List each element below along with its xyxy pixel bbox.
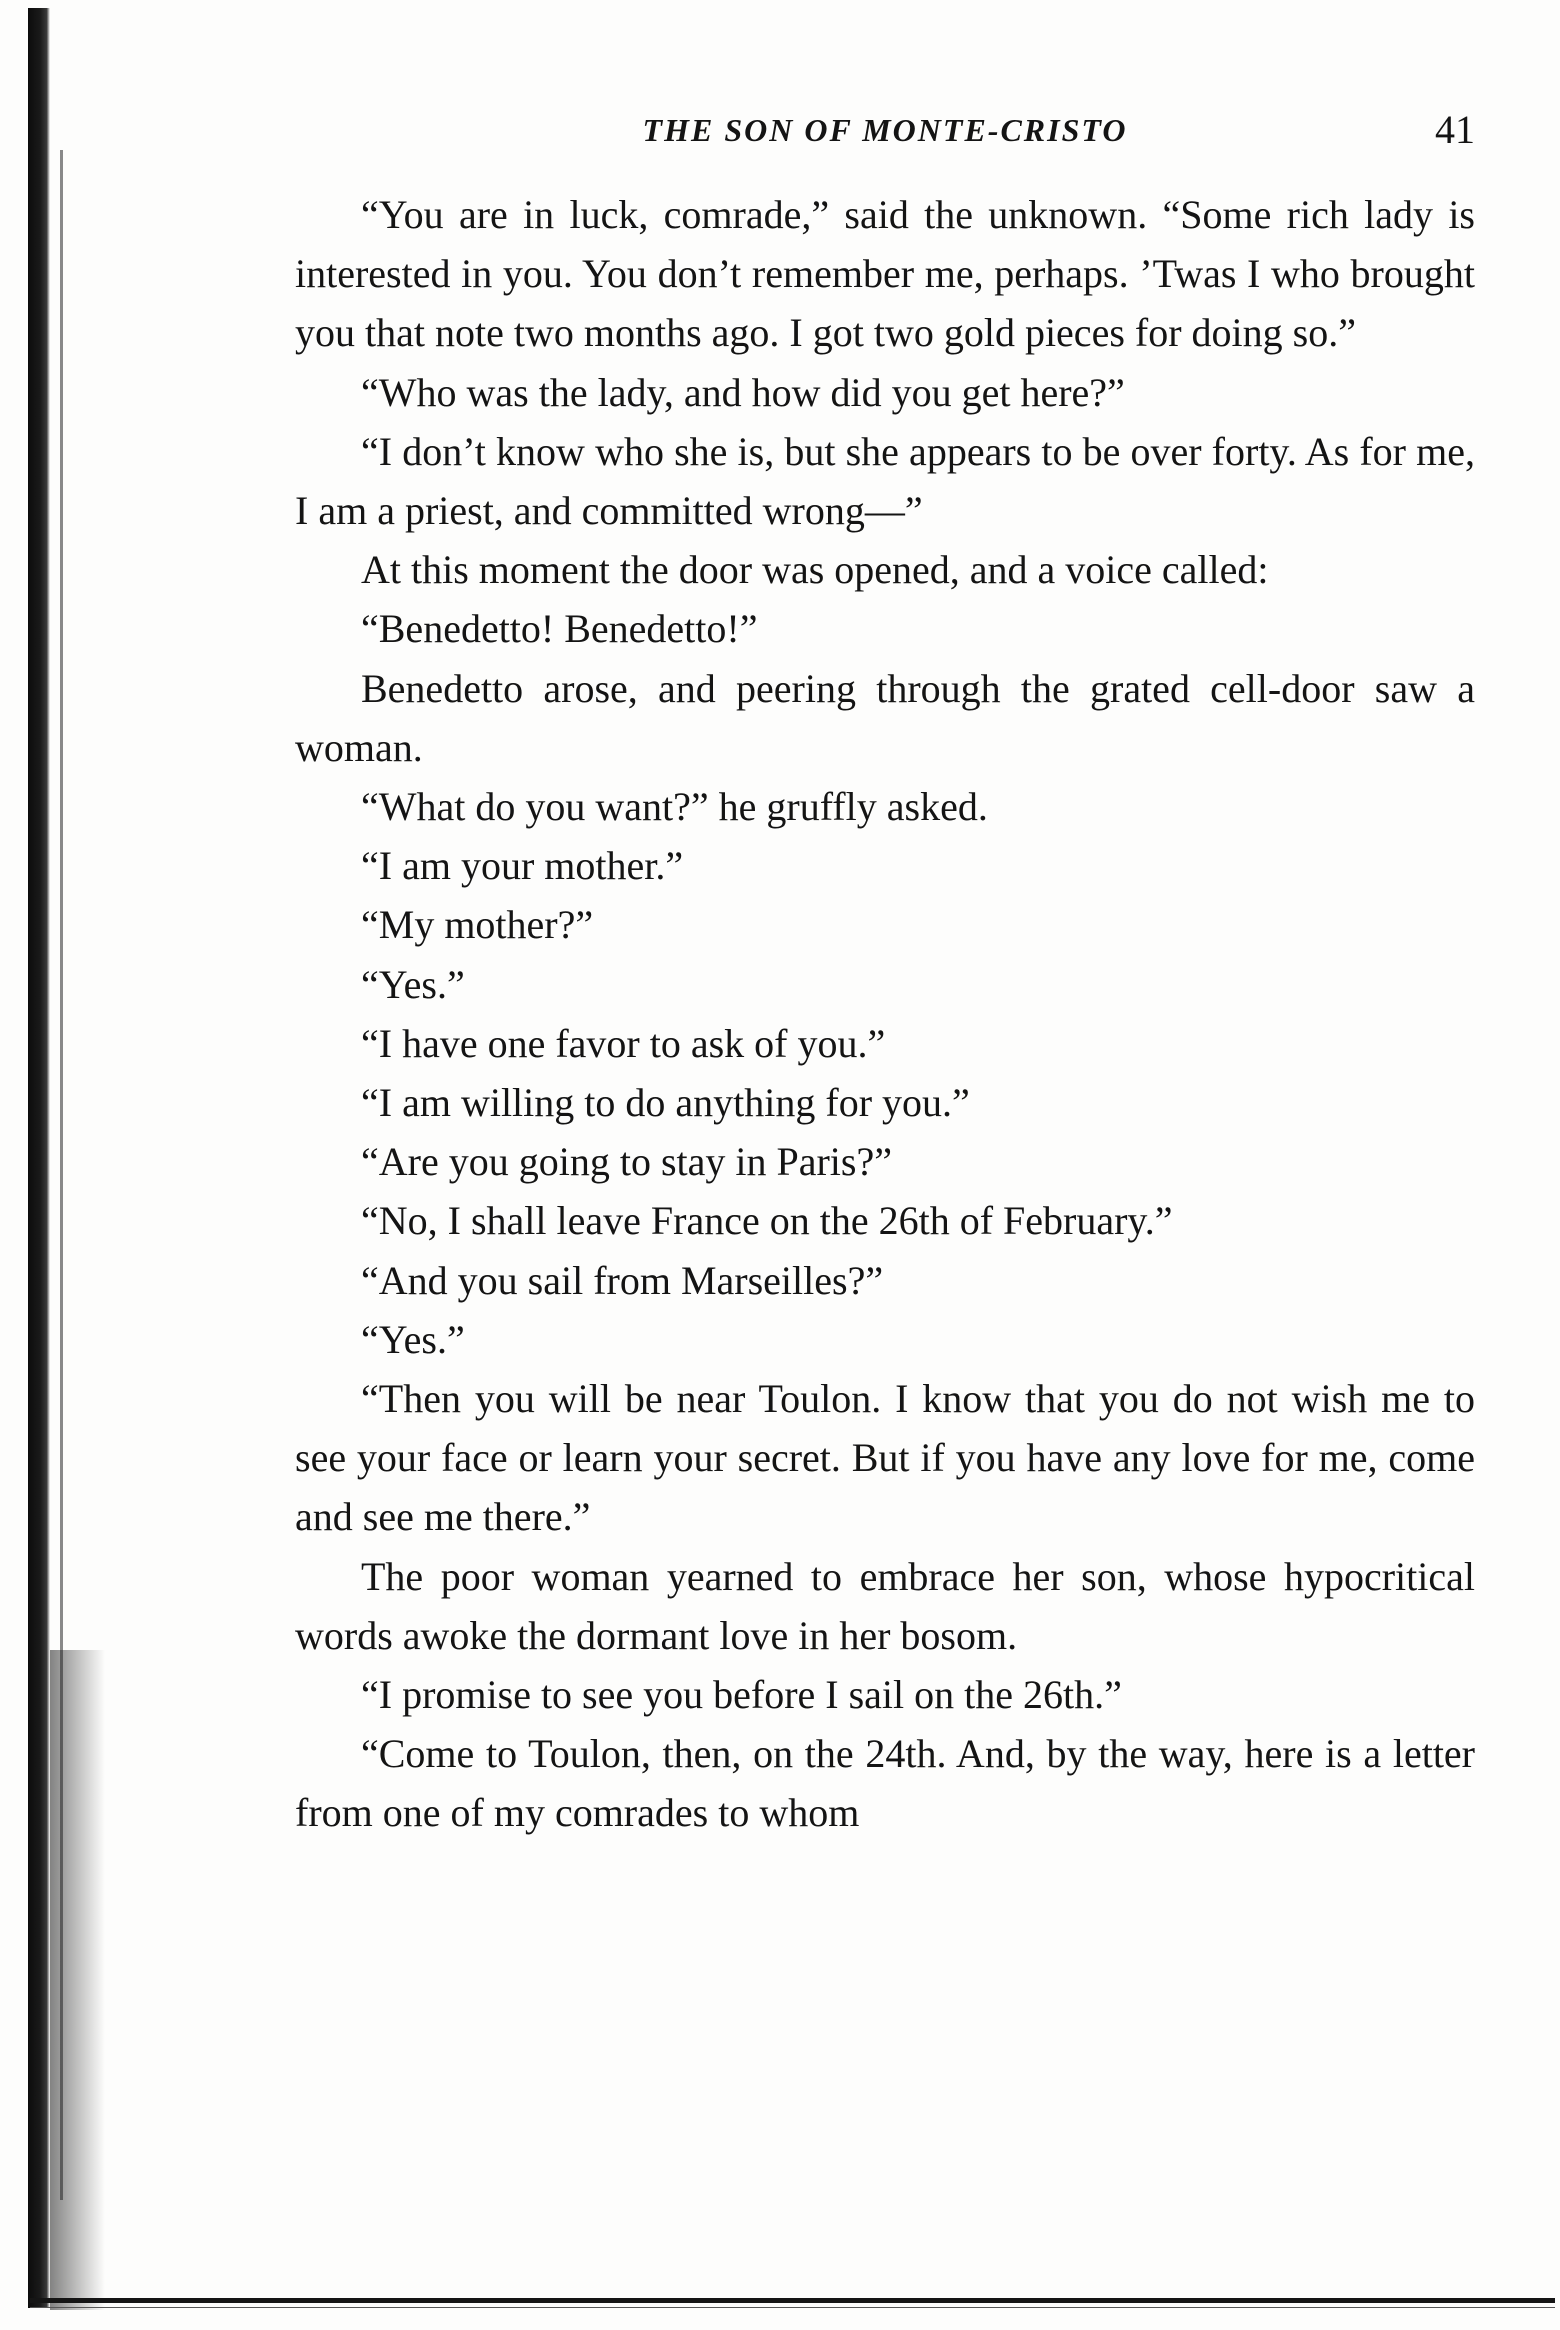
running-header	[295, 107, 1475, 162]
paragraph: “I don’t know who she is, but she appears to be over forty. As for me, I am a priest, and committed wrong—”	[295, 428, 1475, 534]
paragraph: “My mother?”	[361, 902, 594, 948]
paragraph: “I have one favor to ask of you.”	[361, 1020, 886, 1066]
paragraph: At this moment the door was opened, and a voice called:	[361, 547, 1269, 593]
paragraph: Benedetto arose, and peering through the grated cell-door saw a woman.	[295, 665, 1475, 770]
paragraph: “Then you will be near Toulon. I know that you do not wish me to see your face or learn your secret. But if you have any love for me, come and see me there.”	[295, 1376, 1475, 1540]
paragraph: “Yes.”	[361, 1316, 465, 1362]
paragraph: “Are you going to stay in Paris?”	[361, 1139, 892, 1185]
binding-shadow	[28, 8, 50, 2308]
page-bottom-rule	[30, 2298, 1555, 2303]
paragraph: “Come to Toulon, then, on the 24th. And, by the way, here is a letter from one of my comrades to whom	[295, 1731, 1475, 1836]
paragraph: “What do you want?” he gruffly asked.	[361, 784, 988, 830]
paragraph: “You are in luck, comrade,” said the unknown. “Some rich lady is interested in you. You don’t remember me, perhaps. ’Twas I who brought you that note two months ago. I got two gold pieces for doing so.”	[295, 192, 1475, 356]
paragraph: “I am willing to do anything for you.”	[361, 1080, 970, 1126]
paragraph: “No, I shall leave France on the 26th of February.”	[361, 1198, 1173, 1244]
scan-smudge	[50, 1650, 105, 2310]
body-text	[295, 185, 1475, 1843]
paragraph: “I promise to see you before I sail on the 26th.”	[361, 1672, 1122, 1718]
paragraph: “Benedetto! Benedetto!”	[361, 606, 758, 652]
page-number: 41	[1435, 107, 1475, 152]
paragraph: “I am your mother.”	[361, 843, 684, 889]
paragraph: “And you sail from Marseilles?”	[361, 1257, 884, 1303]
paragraph: “Yes.”	[361, 961, 465, 1007]
paragraph: “Who was the lady, and how did you get here?”	[361, 369, 1125, 415]
page-bottom-rule-thin	[30, 2307, 1555, 2308]
paragraph: The poor woman yearned to embrace her son, whose hypocritical words awoke the dormant love in her bosom.	[295, 1553, 1475, 1658]
running-title: THE SON OF MONTE-CRISTO	[642, 112, 1128, 148]
